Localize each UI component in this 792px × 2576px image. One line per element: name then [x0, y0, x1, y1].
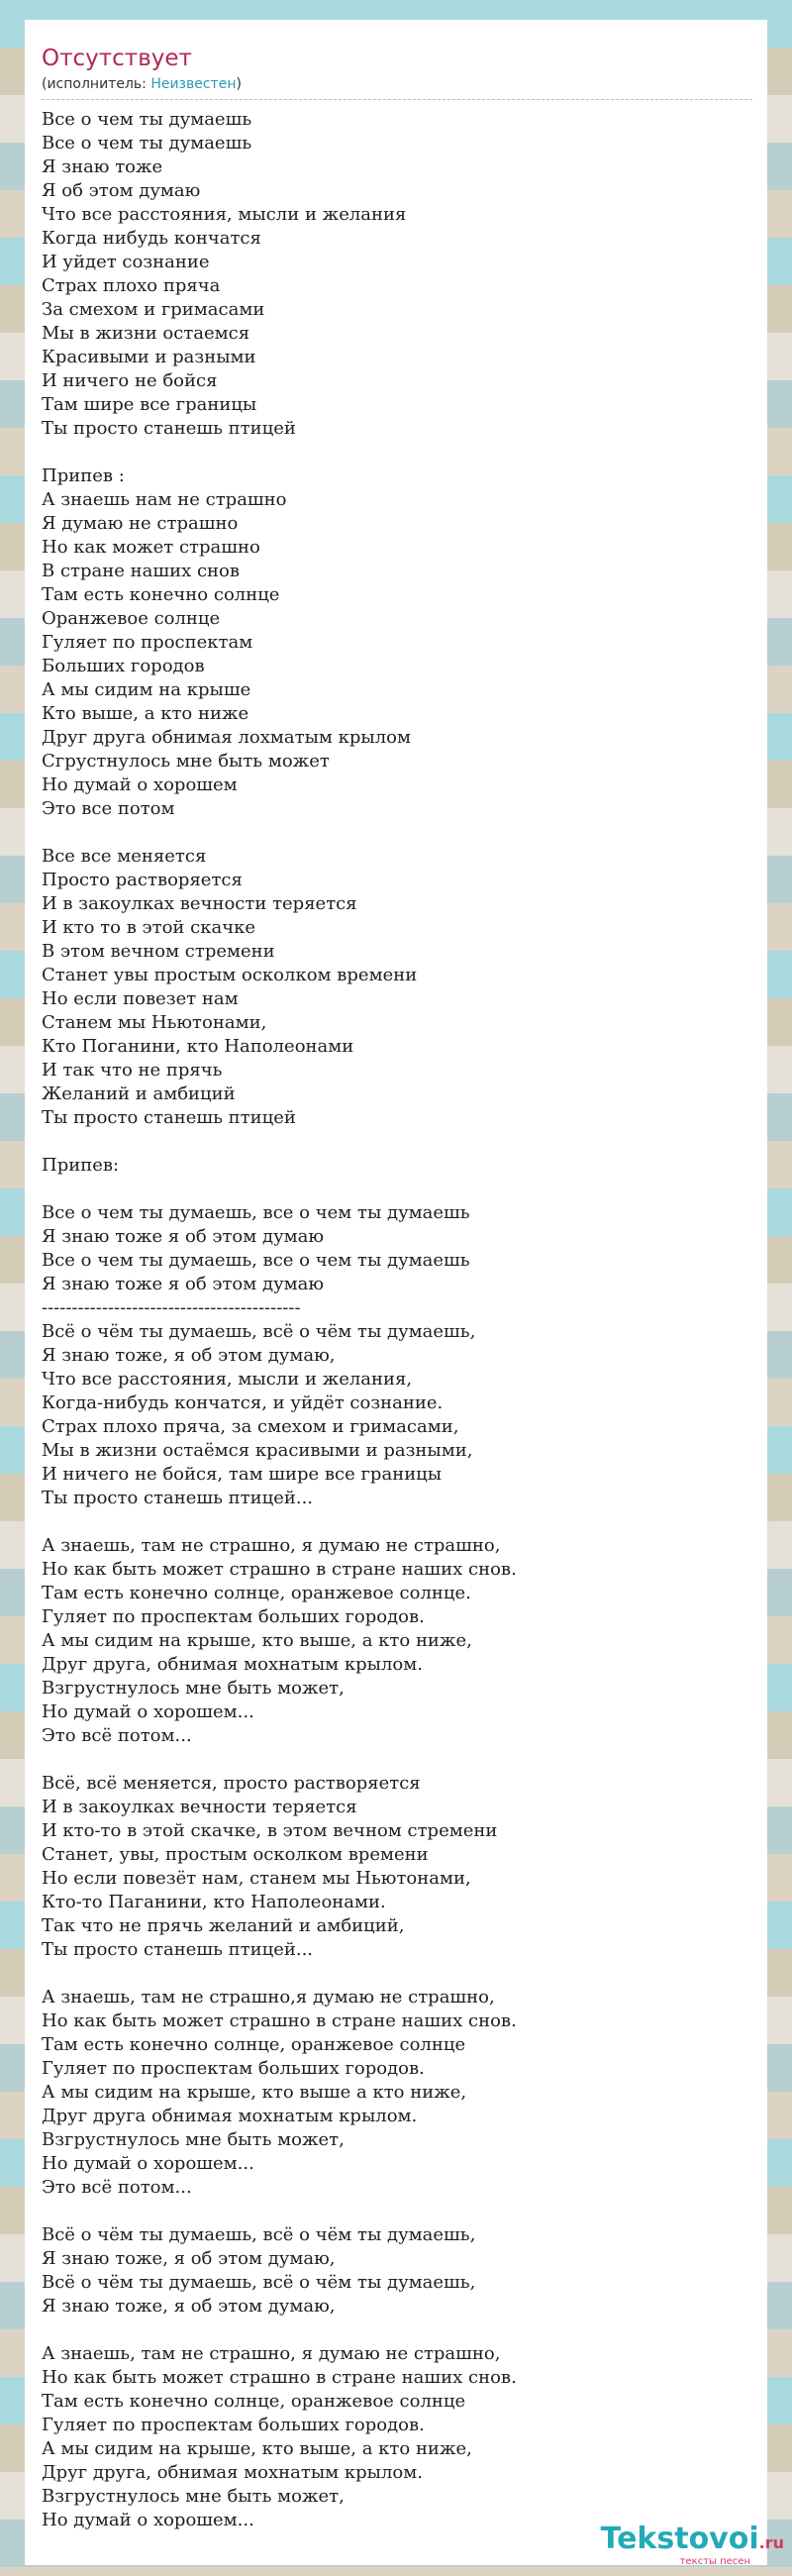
lyric-line: Припев :: [42, 465, 125, 486]
lyric-line: Желаний и амбиций: [42, 1083, 236, 1104]
lyric-line: Там есть конечно солнце, оранжевое солнце: [42, 2034, 466, 2055]
lyric-line: Все все меняется: [42, 846, 207, 867]
lyric-line: А мы сидим на крыше, кто выше, а кто ниже,: [42, 2438, 472, 2459]
lyric-line: Когда-нибудь кончатся, и уйдёт сознание.: [42, 1392, 444, 1413]
lyric-line: И кто-то в этой скачке, в этом вечном стремени: [42, 1820, 498, 1841]
lyric-line: Мы в жизни остаемся: [42, 323, 250, 344]
lyric-line: Припев:: [42, 1155, 120, 1176]
lyric-line: Я знаю тоже я об этом думаю: [42, 1274, 325, 1294]
lyric-line: В стране наших снов: [42, 561, 240, 581]
lyric-line: Но если повезёт нам, станем мы Ньютонами,: [42, 1868, 471, 1889]
lyric-line: Но думай о хорошем...: [42, 2153, 254, 2174]
lyric-line: Взгрустнулось мне быть может,: [42, 2486, 345, 2507]
lyric-line: Красивыми и разными: [42, 347, 256, 367]
logo-tagline: тексты песен: [679, 2556, 750, 2567]
lyric-line: [42, 1130, 749, 1154]
lyric-line: Страх плохо пряча, за смехом и гримасами,: [42, 1416, 459, 1437]
lyric-line: Гуляет по проспектам больших городов.: [42, 2415, 425, 2435]
logo-name: Tekstovoi: [600, 2522, 759, 2556]
lyric-line: Но как быть может страшно в стране наших снов.: [42, 1559, 517, 1580]
lyric-line: Я думаю не страшно: [42, 513, 239, 534]
lyric-line: Оранжевое солнце: [42, 608, 221, 629]
lyric-line: И в закоулках вечности теряется: [42, 1797, 357, 1817]
lyric-line: Ты просто станешь птицей: [42, 1107, 296, 1128]
lyric-line: [42, 1178, 749, 1201]
lyric-line: Всё о чём ты думаешь, всё о чём ты думаешь,: [42, 1321, 476, 1342]
lyric-line: Там есть конечно солнце: [42, 584, 280, 605]
lyric-line: Кто-то Паганини, кто Наполеонами.: [42, 1892, 386, 1912]
lyric-line: Но как может страшно: [42, 537, 260, 558]
lyric-line: Я об этом думаю: [42, 180, 201, 201]
lyric-line: А мы сидим на крыше, кто выше а кто ниже,: [42, 2082, 467, 2103]
lyric-line: Друг друга обнимая мохнатым крылом.: [42, 2106, 418, 2126]
artist-prefix: (исполнитель:: [42, 76, 151, 92]
lyric-line: И так что не прячь: [42, 1060, 223, 1081]
lyric-line: Гуляет по проспектам больших городов.: [42, 2058, 425, 2079]
lyric-line: А мы сидим на крыше: [42, 679, 251, 700]
lyric-line: Я знаю тоже: [42, 156, 163, 177]
lyric-line: [42, 1510, 749, 1534]
lyric-line: Все о чем ты думаешь, все о чем ты думаешь: [42, 1202, 470, 1223]
lyric-line: И ничего не бойся, там шире все границы: [42, 1464, 443, 1485]
lyric-line: А знаешь, там не страшно,я думаю не страшно,: [42, 1987, 495, 2008]
lyric-line: Так что не прячь желаний и амбиций,: [42, 1915, 405, 1936]
lyric-line: Кто выше, а кто ниже: [42, 703, 249, 724]
lyric-line: В этом вечном стремени: [42, 941, 275, 962]
lyric-line: И ничего не бойся: [42, 370, 218, 391]
lyric-line: Это всё потом...: [42, 2177, 192, 2198]
lyric-line: Все о чем ты думаешь: [42, 109, 252, 130]
lyric-line: [42, 441, 749, 464]
lyric-line: Что все расстояния, мысли и желания: [42, 204, 407, 225]
lyric-line: Но как быть может страшно в стране наших снов.: [42, 2367, 517, 2388]
song-title: Отсутствует: [42, 46, 192, 71]
lyric-line: Друг друга обнимая лохматым крылом: [42, 727, 411, 748]
lyric-line: [42, 2318, 749, 2342]
artist-line: [42, 75, 752, 100]
lyric-line: Все о чем ты думаешь, все о чем ты думаешь: [42, 1250, 470, 1271]
lyric-line: Взгрустнулось мне быть может,: [42, 2129, 345, 2150]
lyric-line: Гуляет по проспектам больших городов.: [42, 1606, 425, 1627]
lyric-line: [42, 2200, 749, 2223]
lyric-line: Друг друга, обнимая мохнатым крылом.: [42, 1654, 423, 1675]
lyric-line: И кто то в этой скачке: [42, 917, 256, 938]
lyric-line: Когда нибудь кончатся: [42, 228, 261, 249]
lyric-line: Страх плохо пряча: [42, 275, 221, 296]
lyric-line: Все о чем ты думаешь: [42, 133, 252, 154]
lyric-line: И в закоулках вечности теряется: [42, 893, 357, 914]
lyric-line: Станет, увы, простым осколком времени: [42, 1844, 429, 1865]
lyric-line: А знаешь, там не страшно, я думаю не страшно,: [42, 1535, 501, 1556]
lyric-line: Гуляет по проспектам: [42, 632, 253, 653]
lyric-line: Ты просто станешь птицей...: [42, 1488, 314, 1508]
lyric-line: Я знаю тоже, я об этом думаю,: [42, 1345, 336, 1366]
lyric-line: Кто Поганини, кто Наполеонами: [42, 1036, 354, 1057]
lyric-line: Станет увы простым осколком времени: [42, 965, 418, 985]
artist-link[interactable]: Неизвестен: [150, 76, 237, 92]
lyric-line: Но если повезет нам: [42, 988, 239, 1009]
lyric-line: Что все расстояния, мысли и желания,: [42, 1369, 413, 1390]
lyric-line: Я знаю тоже, я об этом думаю,: [42, 2296, 336, 2317]
lyric-line: А знаешь, там не страшно, я думаю не страшно,: [42, 2343, 501, 2364]
lyric-line: Просто растворяется: [42, 870, 243, 890]
lyric-line: Я знаю тоже, я об этом думаю,: [42, 2248, 336, 2269]
lyric-line: Взгрустнулось мне быть может,: [42, 1678, 345, 1699]
lyric-line: Ты просто станешь птицей...: [42, 1939, 314, 1960]
lyric-line: Но как быть может страшно в стране наших снов.: [42, 2010, 517, 2031]
lyric-line: Всё о чём ты думаешь, всё о чём ты думаешь,: [42, 2224, 476, 2245]
lyric-line: Но думай о хорошем: [42, 774, 238, 795]
site-logo[interactable]: [601, 2523, 784, 2568]
lyric-line: Мы в жизни остаёмся красивыми и разными,: [42, 1440, 473, 1461]
lyric-line: Всё, всё меняется, просто растворяется: [42, 1773, 421, 1794]
lyric-line: [42, 1748, 749, 1772]
lyric-line: Ты просто станешь птицей: [42, 418, 296, 439]
lyric-line: -------------------------------------------: [42, 1297, 301, 1318]
logo-suffix: .ru: [758, 2533, 784, 2552]
lyrics-card: [25, 20, 767, 2565]
lyric-line: Это всё потом...: [42, 1725, 192, 1746]
lyric-line: И уйдет сознание: [42, 252, 210, 272]
artist-suffix: ): [236, 76, 242, 92]
lyric-line: Там есть конечно солнце, оранжевое солнце: [42, 2391, 466, 2412]
lyric-line: Это все потом: [42, 798, 175, 819]
lyric-line: [42, 821, 749, 845]
lyric-line: Я знаю тоже я об этом думаю: [42, 1226, 325, 1247]
lyric-line: Но думай о хорошем...: [42, 1701, 254, 1722]
lyric-line: А мы сидим на крыше, кто выше, а кто ниже,: [42, 1630, 472, 1651]
lyric-line: Там есть конечно солнце, оранжевое солнце.: [42, 1583, 471, 1603]
lyric-line: [42, 1962, 749, 1986]
lyric-line: Но думай о хорошем...: [42, 2510, 254, 2530]
lyric-line: А знаешь нам не страшно: [42, 489, 287, 510]
lyric-line: За смехом и гримасами: [42, 299, 265, 320]
lyric-line: Сгрустнулось мне быть может: [42, 751, 330, 772]
lyric-line: Станем мы Ньютонами,: [42, 1012, 267, 1033]
lyric-line: Друг друга, обнимая мохнатым крылом.: [42, 2462, 423, 2483]
lyric-line: Там шире все границы: [42, 394, 257, 415]
lyric-line: Всё о чём ты думаешь, всё о чём ты думаешь,: [42, 2272, 476, 2293]
lyrics-text: [42, 108, 749, 2532]
lyric-line: Больших городов: [42, 656, 205, 676]
